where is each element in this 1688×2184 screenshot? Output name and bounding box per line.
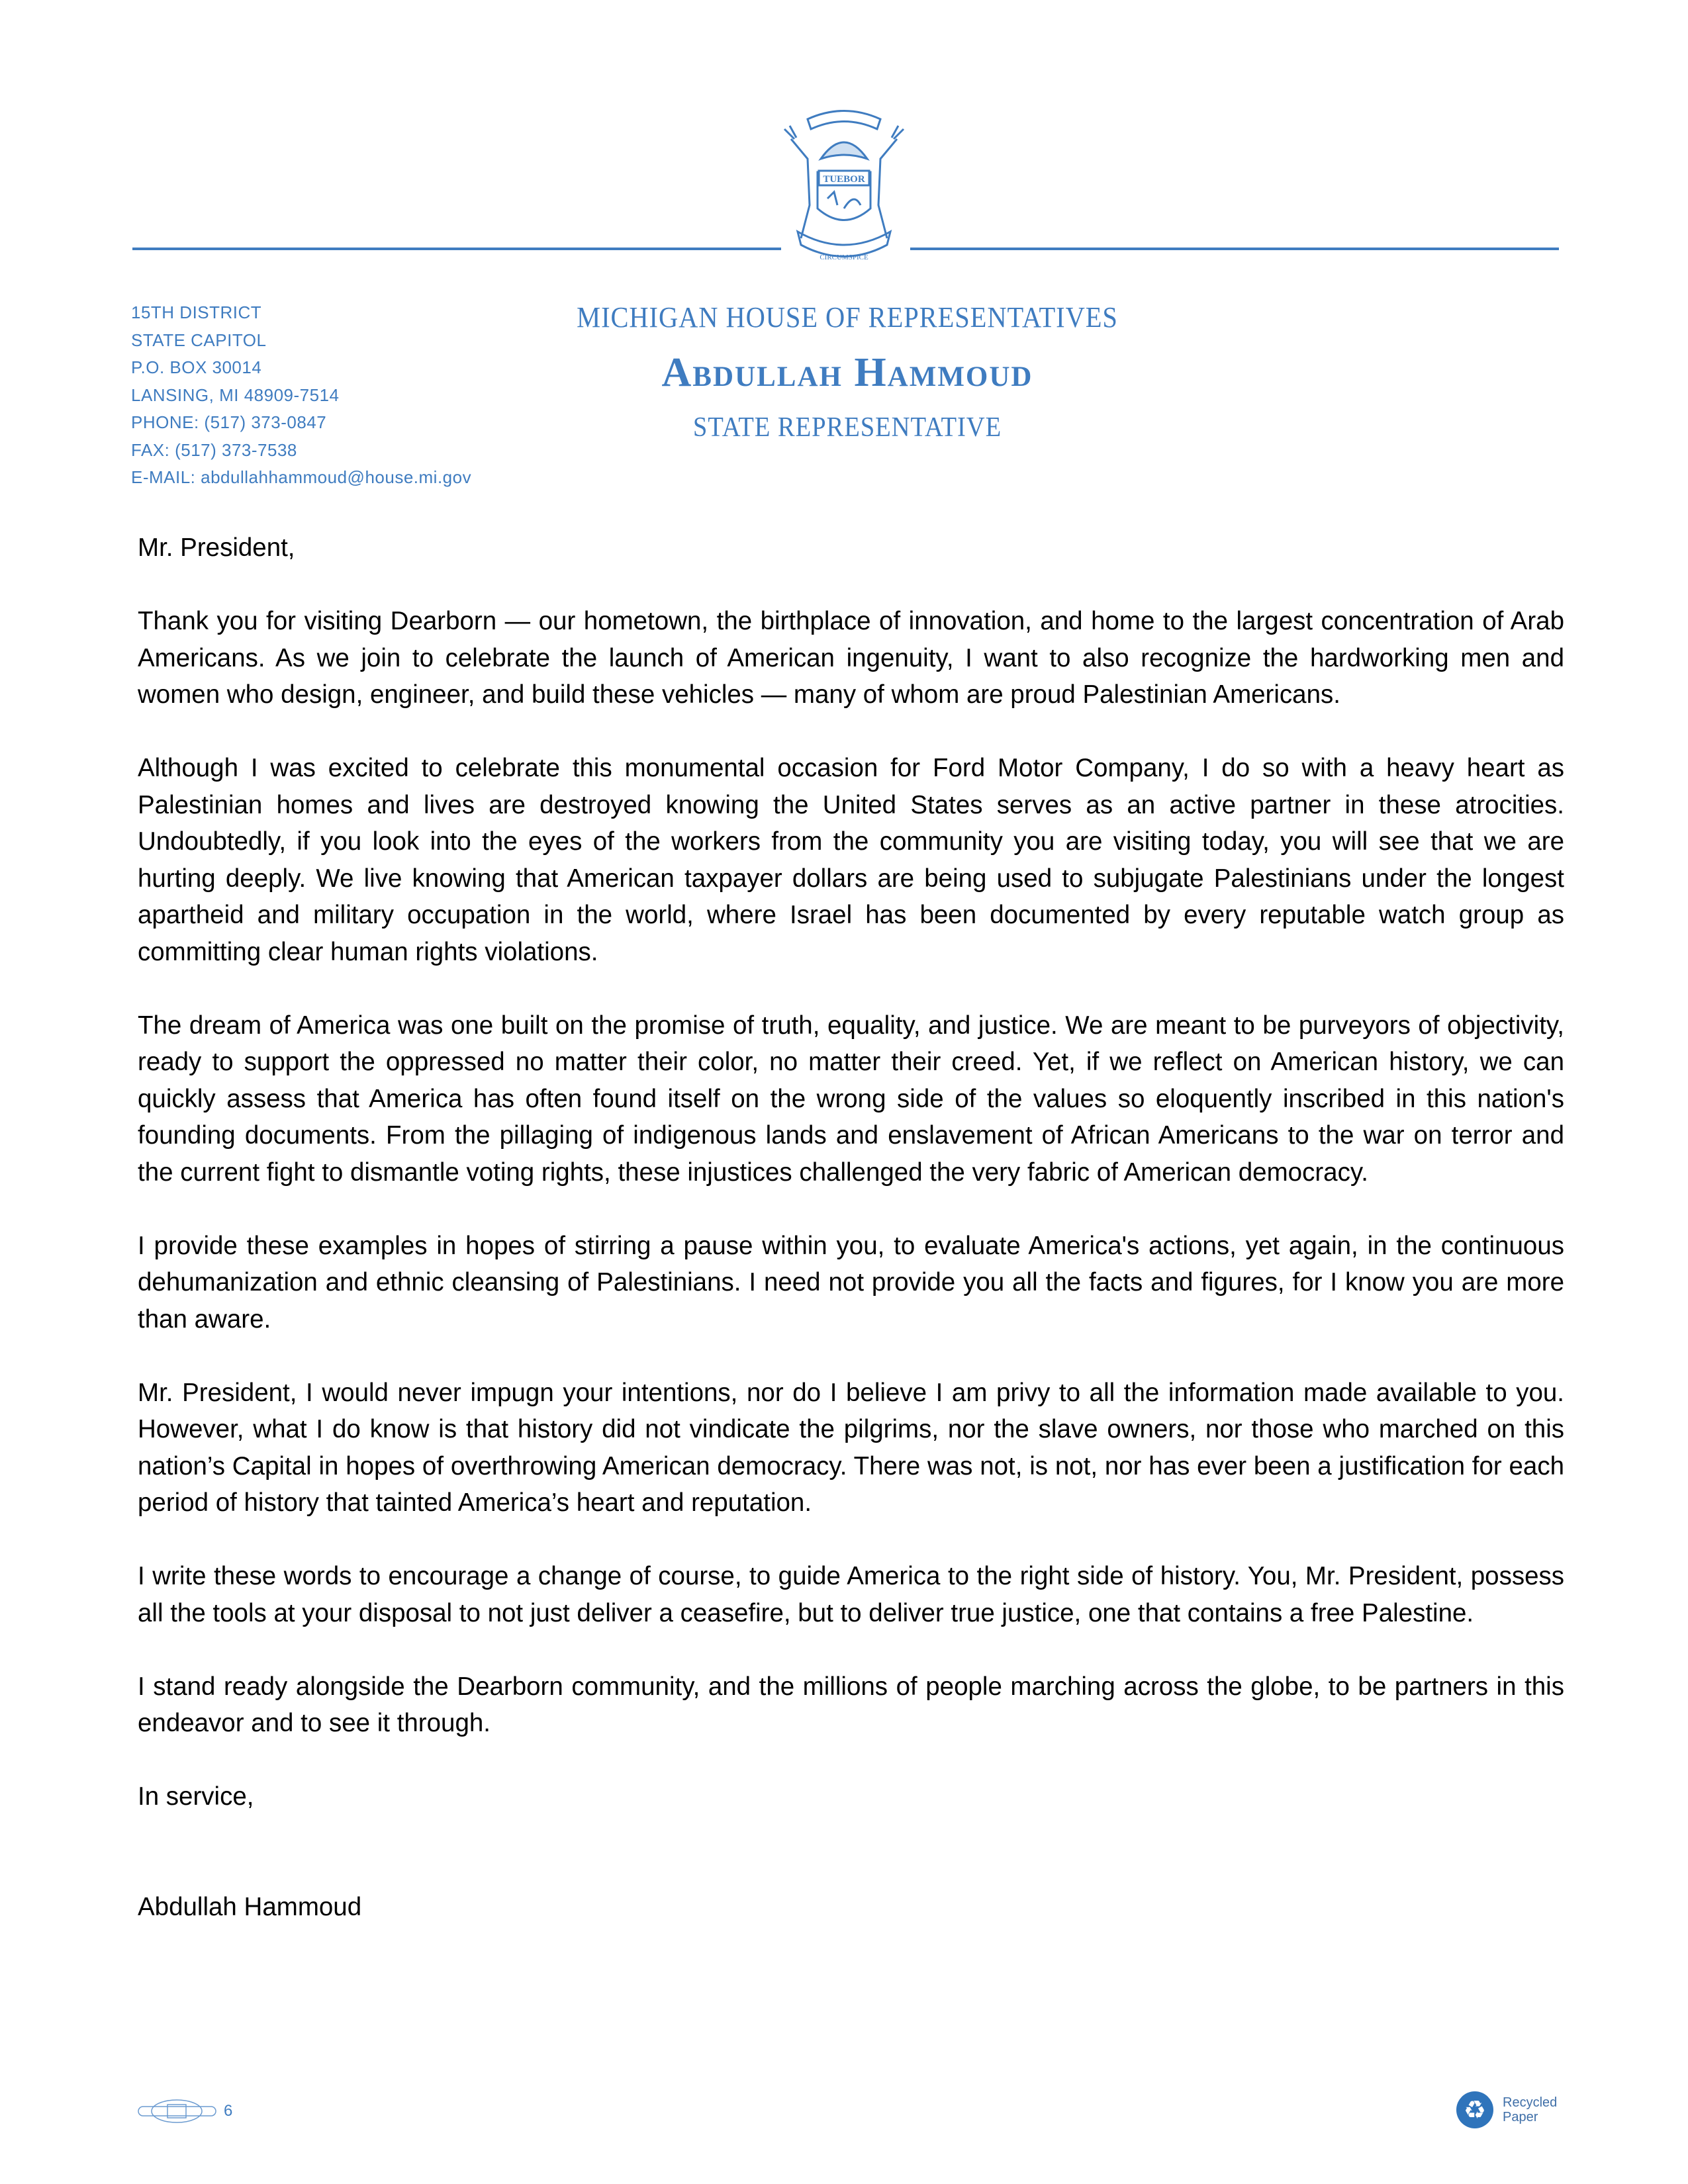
recycled-paper-mark [1456,2091,1557,2128]
paragraph-5: Mr. President, I would never impugn your intentions, nor do I believe I am privy to all the information made available to you. However, what I do know is that history did not vindicate the pilgrims, nor the slave owners, nor those who marched on this nation’s Capital in hopes of overthrowing American democracy. There was not, is not, nor has ever been a justification for each period of history that tainted America’s heart and reputation. [138,1378,1564,1517]
office-address-block [131,299,471,492]
michigan-state-seal-icon [771,99,917,265]
union-label [136,2098,232,2124]
address-building: STATE CAPITOL [131,330,267,350]
paragraph-1: Thank you for visiting Dearborn — our hometown, the birthplace of innovation, and home to the largest concentration of Arab Americans. As we join to celebrate the launch of American ingenuity, I want to also recognize the hardworking men and women who design, engineer, and build these vehicles — many of whom are proud Palestinian Americans. [138,607,1564,709]
letterhead-title-block [503,299,1192,445]
letterhead-rule-left [132,248,781,250]
union-label-number: 6 [224,2102,233,2120]
recycled-label-line2: Paper [1503,2110,1538,2124]
address-district: 15TH DISTRICT [131,302,262,322]
address-city: LANSING, MI 48909-7514 [131,385,340,405]
letter-body [138,529,1564,1925]
paragraph-7: I stand ready alongside the Dearborn community, and the millions of people marching across the globe, to be partners in this endeavor and to see it through. [138,1672,1564,1737]
paragraph-2: Although I was excited to celebrate this monumental occasion for Ford Motor Company, I do so with a heavy heart as Palestinian homes and lives are destroyed knowing the United States serves as an active partner in these atrocities. Undoubtedly, if you look into the eyes of the workers from the community you are visiting today, you will see that we are hurting deeply. We live knowing that American taxpayer dollars are being used to subjugate Palestinians under the longest apartheid and military occupation in the world, where Israel has been documented by every reputable watch group as committing clear human rights violations. [138,754,1564,966]
svg-text:TUEBOR: TUEBOR [823,174,865,185]
recycled-label-line1: Recycled [1503,2095,1558,2110]
address-email[interactable]: E-MAIL: abdullahhammoud@house.mi.gov [131,467,472,487]
paragraph-3: The dream of America was one built on the promise of truth, equality, and justice. We are meant to be purveyors of objectivity, ready to support the oppressed no matter their color, no matter their creed. Yet, if we reflect on American history, we can quickly assess that America has often found itself on the wrong side of the values so eloquently inscribed in this nation's founding documents. From the pillaging of indigenous lands and enslavement of African Americans to the war on terror and the current fight to dismantle voting rights, these injustices challenged the very fabric of American democracy. [138,1011,1564,1187]
address-phone: PHONE: (517) 373-0847 [131,412,327,432]
recycle-icon: ♻ [1456,2091,1493,2128]
svg-text:CIRCUMSPICE: CIRCUMSPICE [820,253,868,261]
letterhead-rule-right [910,248,1559,250]
legislature-name: MICHIGAN HOUSE OF REPRESENTATIVES [577,301,1118,334]
representative-title: STATE REPRESENTATIVE [692,412,1002,443]
signature: Abdullah Hammoud [138,1892,362,1921]
paragraph-4: I provide these examples in hopes of stirring a pause within you, to evaluate America's actions, yet again, in the continuous dehumanization and ethnic cleansing of Palestinians. I need not provide you all the facts and figures, for I know you are more than aware. [138,1231,1564,1334]
address-po-box: P.O. BOX 30014 [131,357,262,377]
address-fax: FAX: (517) 373-7538 [131,439,297,460]
salutation: Mr. President, [138,533,295,562]
closing: In service, [138,1782,254,1811]
union-label-icon [136,2098,218,2124]
paragraph-6: I write these words to encourage a change of course, to guide America to the right side of history. You, Mr. President, possess all the tools at your disposal to not just deliver a ceasefire, but to deliver true justice, one that contains a free Palestine. [138,1562,1564,1627]
representative-name: Abdullah Hammoud [661,350,1033,395]
